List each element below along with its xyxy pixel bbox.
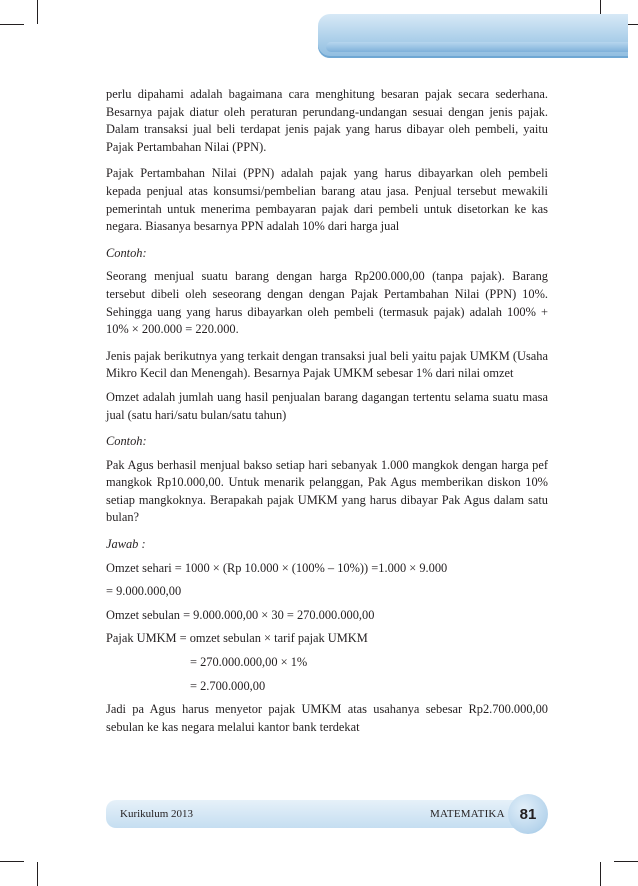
crop-mark	[0, 24, 24, 25]
crop-mark	[37, 862, 38, 886]
paragraph-omzet: Omzet adalah jumlah uang hasil penjualan barang dagangan tertentu selama suatu masa jual (satu hari/satu bulan/satu tahun)	[106, 389, 548, 422]
page-content	[106, 86, 548, 745]
answer-line: Pajak UMKM = omzet sebulan × tarif pajak UMKM	[106, 631, 368, 646]
crop-mark	[0, 861, 24, 862]
answer-line: = 9.000.000,00	[106, 584, 182, 599]
crop-mark	[600, 862, 601, 886]
footer-subject: MATEMATIKA	[430, 808, 505, 820]
answer-label: Jawab :	[106, 537, 146, 552]
example-text: Seorang menjual suatu barang dengan harga Rp200.000,00 (tanpa pajak). Barang tersebut dibeli oleh seseorang dengan dengan Pajak Pertambahan Nilai (PPN) 10%. Sehingga uang yang harus dibayarkan oleh pembeli (termasuk pajak) adalah 100% + 10% × 200.000 = 220.000.	[106, 269, 548, 337]
example-label: Contoh:	[106, 245, 147, 260]
paragraph-ppn: Pajak Pertambahan Nilai (PPN) adalah pajak yang harus dibayarkan oleh pembeli kepada penjual atas konsumsi/pembelian barang atau jasa. Penjual tersebut mewakili pemerintah untuk menerima pembayaran pajak dari pembeli untuk disetorkan ke kas negara. Biasanya besarnya PPN adalah 10% dari harga jual	[106, 166, 548, 234]
conclusion-text: Jadi pa Agus harus menyetor pajak UMKM atas usahanya sebesar Rp2.700.000,00 sebulan ke kas negara melalui kantor bank terdekat	[106, 702, 548, 734]
answer-line: = 270.000.000,00 × 1%	[190, 655, 308, 670]
answer-line: Omzet sebulan = 9.000.000,00 × 30 = 270.000.000,00	[106, 607, 375, 622]
answer-line: Omzet sehari = 1000 × (Rp 10.000 × (100% – 10%)) =1.000 × 9.000	[106, 560, 448, 575]
example-text: Pak Agus berhasil menjual bakso setiap hari sebanyak 1.000 mangkok dengan harga pef mangkok Rp10.000,00. Untuk menarik pelanggan, Pak Agus memberikan diskon 10% setiap mangkoknya. Berapakah pajak UMKM yang harus dibayar Pak Agus dalam satu bulan?	[106, 457, 548, 525]
crop-mark	[614, 861, 638, 862]
header-decoration	[318, 14, 628, 58]
example-label: Contoh:	[106, 434, 147, 449]
crop-mark	[37, 0, 38, 24]
page-number: 81	[508, 794, 548, 834]
answer-line: = 2.700.000,00	[190, 678, 266, 693]
paragraph-umkm: Jenis pajak berikutnya yang terkait dengan transaksi jual beli yaitu pajak UMKM (Usaha Mikro Kecil dan Menengah). Besarnya Pajak UMKM sebesar 1% dari nilai omzet	[106, 348, 548, 381]
paragraph-intro: perlu dipahami adalah bagaimana cara menghitung besaran pajak secara sederhana. Besarnya pajak diatur oleh peraturan perundang-undangan sesuai dengan jenis pajak. Dalam transaksi jual beli terdapat jenis pajak yang harus dibayar oleh pembeli, yaitu Pajak Pertambahan Nilai (PPN).	[106, 87, 548, 154]
footer-curriculum: Kurikulum 2013	[120, 808, 194, 820]
